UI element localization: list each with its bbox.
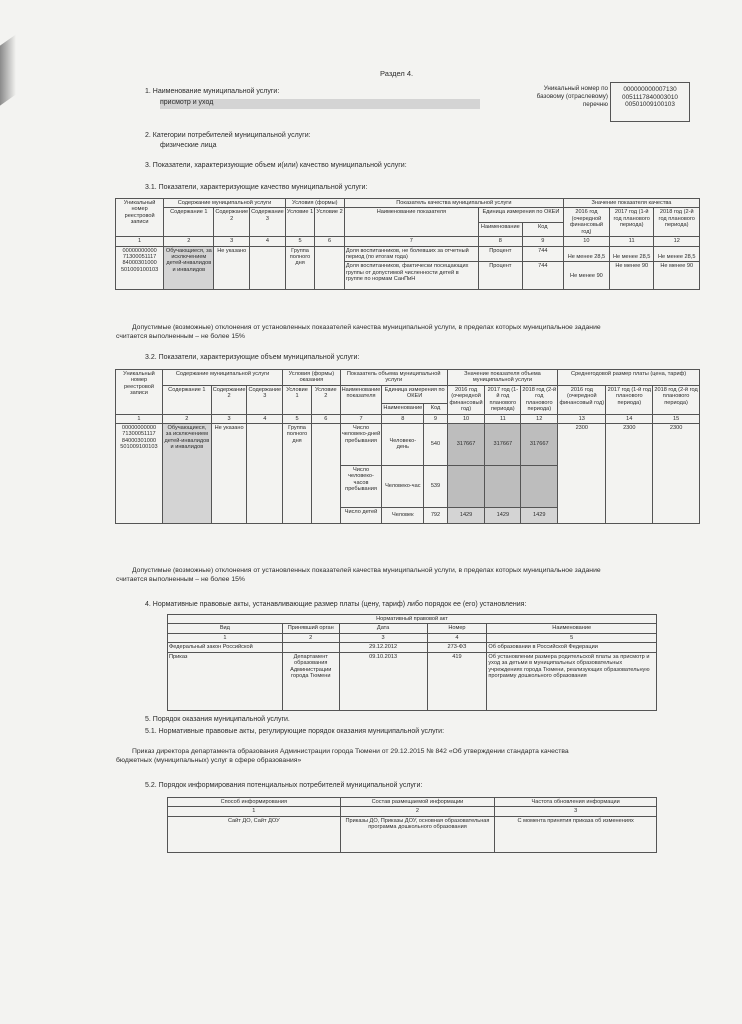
t2-r3-code: 792	[424, 507, 448, 523]
t2-r3-v2: 1429	[485, 507, 521, 523]
t3-r1-number: 273-ФЗ	[427, 643, 487, 652]
t2-num: 12	[521, 414, 558, 423]
t2-r1-v1: 317667	[447, 423, 485, 465]
t2-r3-name: Число детей	[340, 507, 382, 523]
t1-h-content: Содержание муниципальной услуги	[164, 199, 286, 208]
unique-label-line: Уникальный номер по	[543, 85, 608, 92]
t2-r2-v3	[521, 465, 558, 507]
t1-r1-v1: Не менее 28,5	[563, 246, 609, 262]
t1-r2-name: Доля воспитанников, фактически посещающих группы от допустимой численности детей в группе по нормам СанПиН	[344, 262, 478, 290]
t1-h-name: Наименование показателя	[344, 208, 478, 237]
t1-h-y1: 2016 год (очередной финансовый год)	[563, 208, 609, 237]
t3-r1-title: Об образовании в Российской Федерации	[487, 643, 657, 652]
t3-num: 4	[427, 633, 487, 642]
t3-num: 3	[339, 633, 427, 642]
t1-r1-v2: Не менее 28,5	[609, 246, 654, 262]
t4-col: Состав размещаемой информации	[340, 798, 495, 807]
unique-label	[532, 85, 608, 110]
informing-table	[167, 797, 657, 853]
p3-label: 3. Показатели, характеризующие объем и(или) качество муниципальной услуги:	[145, 162, 407, 169]
t1-r1-name: Доля воспитанников, не болевших за отчетный период (по итогам года)	[344, 246, 478, 262]
t1-num: 4	[250, 237, 286, 246]
t1-r2-v2: Не менее 90	[609, 262, 654, 290]
scan-shadow	[0, 34, 16, 105]
unique-number-box	[610, 82, 690, 122]
t2-r3-unit: Человек	[382, 507, 424, 523]
t2-h-unit: Единица измерения по ОКЕИ	[382, 385, 447, 403]
t1-h-val: Значение показателя качества	[563, 199, 699, 208]
t2-r3-v1: 1429	[447, 507, 485, 523]
t4-r1-method: Сайт ДО, Сайт ДОУ	[168, 816, 341, 852]
t1-h-cond: Условия (формы)	[285, 199, 344, 208]
t2-h-val: Значение показателя объема муниципальной услуги	[447, 370, 557, 386]
t2-r2-name: Число человеко-часов пребывания	[340, 465, 382, 507]
t1-u2	[315, 246, 345, 290]
t2-h-unit-name: Наименование	[382, 403, 424, 414]
t2-price-3: 2300	[653, 423, 700, 523]
deviation-line: считается выполненным – не более 15%	[116, 333, 245, 341]
t2-h-y3: 2018 год (2-й год планового периода)	[522, 386, 557, 413]
p2-value: физические лица	[160, 142, 217, 149]
t2-num: 15	[653, 414, 700, 423]
p1-value: присмотр и уход	[160, 99, 214, 106]
t2-price-1: 2300	[558, 423, 606, 523]
p2-label: 2. Категории потребителей муниципальной услуги:	[145, 132, 311, 139]
t3-r2-number: 419	[427, 652, 487, 710]
t1-c1: Обучающиеся, за исключением детей-инвалидов и инвалидов	[164, 246, 214, 290]
volume-table	[115, 369, 700, 524]
t2-r2-code: 539	[424, 465, 448, 507]
t3-num: 2	[282, 633, 339, 642]
t2-num: 8	[382, 414, 424, 423]
t2-r1-v2: 317667	[485, 423, 521, 465]
t1-h-unique: Уникальный номер реестровой записи	[116, 199, 164, 237]
t3-r2-title: Об установлении размера родительской платы за присмотр и уход за детьми в муниципальных образовательных учреждениях города Тюмени, реализующих образовательную программу дошкольного образования	[487, 652, 657, 710]
p31-label: 3.1. Показатели, характеризующие качество муниципальной услуги:	[145, 184, 368, 191]
legal-acts-table	[167, 614, 657, 711]
deviation-note-1	[116, 323, 732, 341]
t1-r2-code: 744	[522, 262, 563, 290]
t1-num: 2	[164, 237, 214, 246]
t2-h-p3: 2018 год (2-й год планового периода)	[653, 385, 700, 414]
t3-col: Номер	[427, 624, 487, 633]
t3-h: Нормативный правовой акт	[168, 615, 657, 624]
t2-r2-v2	[485, 465, 521, 507]
t2-num: 1	[116, 414, 163, 423]
t1-h-y3: 2018 год (2-й год планового периода)	[654, 208, 700, 237]
t2-num: 3	[211, 414, 247, 423]
t2-h-name: Наименование показателя	[340, 385, 382, 414]
t1-num: 6	[315, 237, 345, 246]
t3-r1-kind: Федеральный закон Российской	[168, 643, 283, 652]
t1-r1-code: 744	[522, 246, 563, 262]
quality-table	[115, 198, 700, 290]
t2-h-u2: Условие 2	[311, 385, 340, 414]
t2-num: 5	[283, 414, 312, 423]
p4-label: 4. Нормативные правовые акты, устанавливающие размер платы (цену, тариф) либо порядок ее (его) установления:	[145, 601, 527, 608]
t3-num: 5	[487, 633, 657, 642]
t2-code: 00000000000 71300051117 84000301000 501009100103	[116, 423, 163, 523]
t2-c2: Не указано	[211, 423, 247, 523]
t1-h-u1: Условие 1	[285, 208, 315, 237]
t2-num: 4	[247, 414, 283, 423]
t2-h-content: Содержание муниципальной услуги	[162, 370, 282, 386]
t1-num: 5	[285, 237, 315, 246]
t3-col: Наименование	[487, 624, 657, 633]
t1-num: 11	[609, 237, 654, 246]
t2-h-price: Среднегодовой размер платы (цена, тариф)	[558, 370, 700, 386]
t1-h-unit: Единица измерения по ОКЕИ	[478, 208, 563, 222]
t3-num: 1	[168, 633, 283, 642]
t2-num: 6	[311, 414, 340, 423]
t2-h-c1: Содержание 1	[162, 385, 211, 414]
t2-h-y2: 2017 год (1-й год планового периода)	[485, 385, 521, 414]
t2-u2	[311, 423, 340, 523]
t1-num: 8	[478, 237, 522, 246]
t2-u1: Группа полного дня	[283, 423, 312, 523]
t4-num: 3	[495, 807, 657, 816]
order-line: бюджетных (муниципальных) услуг в сфере образования»	[116, 757, 302, 765]
t2-h-unique: Уникальный номер реестровой записи	[116, 370, 163, 415]
t3-r2-date: 09.10.2013	[339, 652, 427, 710]
t1-r1-unit: Процент	[478, 246, 522, 262]
unique-value: 000000000007130	[623, 86, 677, 93]
order-line: Приказ директора департамента образования Администрации города Тюмени от 29.12.2015 № 842 «Об утверждении стандарта качества	[132, 748, 569, 755]
t2-r2-unit: Человеко-час	[382, 465, 424, 507]
deviation-line: Допустимые (возможные) отклонения от установленных показателей качества муниципальной услуги, в пределах которых муниципальное задание	[132, 324, 601, 331]
t1-c2: Не указано	[214, 246, 250, 290]
t2-num: 7	[340, 414, 382, 423]
unique-value: 0051117840003010	[622, 93, 678, 101]
t2-r3-v3: 1429	[521, 507, 558, 523]
t3-col: Принявший орган	[282, 624, 339, 633]
t2-r1-name: Число человеко-дней пребывания	[340, 423, 382, 465]
t1-r2-v3: Не менее 90	[654, 262, 700, 290]
p51-label: 5.1. Нормативные правовые акты, регулирующие порядок оказания муниципальной услуги:	[145, 728, 445, 735]
t3-r2-kind: Приказ	[168, 652, 283, 710]
t2-num: 13	[558, 414, 606, 423]
t1-h-unit-name: Наименование	[478, 222, 522, 236]
p32-label: 3.2. Показатели, характеризующие объем муниципальной услуги:	[145, 354, 360, 361]
t2-c3	[247, 423, 283, 523]
p1-value-field	[160, 99, 480, 109]
t3-r1-organ	[282, 643, 339, 652]
order-text	[116, 747, 732, 765]
t2-num: 9	[424, 414, 448, 423]
t2-r1-code: 540	[424, 423, 448, 465]
t1-num: 1	[116, 237, 164, 246]
t2-c1: Обучающиеся, за исключением детей-инвалидов и инвалидов	[162, 423, 211, 523]
t2-num: 11	[485, 414, 521, 423]
t3-col: Дата	[339, 624, 427, 633]
t1-h-u2: Условие 2	[315, 208, 345, 237]
t2-h-ind: Показатель объема муниципальной услуги	[340, 370, 447, 386]
t1-h-c2: Содержание 2	[214, 208, 250, 237]
t2-h-p2: 2017 год (1-й год планового периода)	[606, 385, 653, 414]
t4-num: 1	[168, 807, 341, 816]
deviation-note-2	[116, 566, 732, 584]
t2-h-y1: 2016 год (очередной финансовый год)	[447, 385, 485, 414]
t2-r2-v1	[447, 465, 485, 507]
t4-num: 2	[340, 807, 495, 816]
t4-col: Частота обновления информации	[495, 798, 657, 807]
unique-label-line: перечню	[582, 101, 608, 109]
t1-num: 9	[522, 237, 563, 246]
t1-num: 10	[563, 237, 609, 246]
t1-h-unit-code: Код	[522, 222, 563, 236]
p5-label: 5. Порядок оказания муниципальной услуги.	[145, 716, 290, 723]
t3-r2-organ: Департамент образования Администрации города Тюмени	[282, 652, 339, 710]
t1-num: 3	[214, 237, 250, 246]
deviation-line: считается выполненным – не более 15%	[116, 576, 245, 584]
t1-h-ind: Показатель качества муниципальной услуги	[344, 199, 563, 208]
t1-code: 00000000000 71300051117 84000301000 501009100103	[116, 246, 164, 290]
t2-h-c3: Содержание 3	[247, 385, 283, 414]
t1-h-c3: Содержание 3	[250, 208, 286, 237]
t1-r2-unit: Процент	[478, 262, 522, 290]
p1-label: 1. Наименование муниципальной услуги:	[145, 88, 280, 95]
t2-h-p1: 2016 год (очередной финансовый год)	[558, 385, 606, 414]
t2-h-cond: Условия (формы) оказания	[283, 370, 340, 386]
p52-label: 5.2. Порядок информирования потенциальных потребителей муниципальной услуги:	[145, 782, 423, 789]
t2-num: 14	[606, 414, 653, 423]
t4-r1-frequency: С момента принятия приказа об изменениях	[495, 816, 657, 852]
t2-r1-unit: Человеко-день	[382, 423, 424, 465]
section-title: Раздел 4.	[380, 69, 414, 78]
unique-value: 00501009100103	[625, 101, 675, 109]
t4-col: Способ информирования	[168, 798, 341, 807]
t3-r1-date: 29.12.2012	[339, 643, 427, 652]
t1-u1: Группа полного дня	[285, 246, 315, 290]
t2-h-c2: Содержание 2	[211, 385, 247, 414]
t2-num: 10	[447, 414, 485, 423]
t3-col: Вид	[168, 624, 283, 633]
t2-h-u1: Условие 1	[283, 385, 312, 414]
t2-num: 2	[162, 414, 211, 423]
t1-num: 12	[654, 237, 700, 246]
t1-r1-v3: Не менее 28,5	[654, 246, 700, 262]
t2-price-2: 2300	[606, 423, 653, 523]
t2-h-unit-code: Код	[424, 403, 448, 414]
t1-c3	[250, 246, 286, 290]
unique-label-line: базовому (отраслевому)	[536, 93, 608, 101]
deviation-line: Допустимые (возможные) отклонения от установленных показателей качества муниципальной услуги, в пределах которых муниципальное задание	[132, 567, 601, 574]
t2-r1-v3: 317667	[521, 423, 558, 465]
t1-num: 7	[344, 237, 478, 246]
t1-h-c1: Содержание 1	[164, 208, 214, 237]
t1-h-y2: 2017 год (1-й год планового периода)	[609, 208, 654, 237]
t4-r1-content: Приказы ДО, Приказы ДОУ, основная образовательная программа дошкольного образования	[340, 816, 495, 852]
t1-r2-v1: Не менее 90	[563, 262, 609, 290]
